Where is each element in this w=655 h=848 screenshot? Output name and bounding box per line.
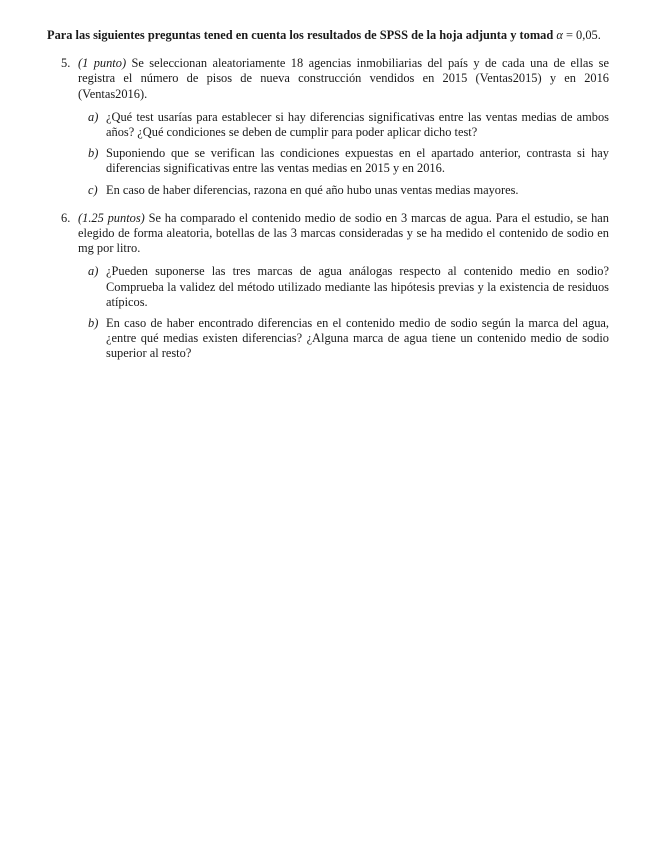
part-text: ¿Pueden suponerse las tres marcas de agua análogas respecto al contenido medio en sodio? Comprueba la validez del método utilizado mediante las hipótesis previas y la existencia de residuos atípicos. — [106, 264, 609, 309]
question-text: Se ha comparado el contenido medio de sodio en 3 marcas de agua. Para el estudio, se han elegido de forma aleatoria, botellas de las 3 marcas consideradas y se ha medido el contenido de sodio en mg por litro. — [78, 210, 609, 256]
part-text: En caso de haber diferencias, razona en qué año hubo unas ventas medias mayores. — [106, 182, 519, 197]
instructions-text: Para las siguientes preguntas tened en cuenta los resultados de SPSS de la hoja adjunta y tomad — [47, 28, 554, 42]
question-5-part-b — [78, 146, 609, 176]
alpha-value: = 0,05. — [565, 28, 601, 42]
question-number: 5. — [61, 56, 71, 71]
question-statement — [78, 211, 609, 257]
question-5-part-a — [78, 110, 609, 140]
part-label: a) — [88, 264, 99, 279]
instructions-paragraph — [47, 28, 609, 43]
question-text: Se seleccionan aleatoriamente 18 agencias inmobiliarias del país y de cada una de ellas se registra el número de pisos de nueva construcción vendidos en 2015 (Ventas2015) y en 2016 (Ventas2016). — [78, 56, 609, 101]
question-5 — [47, 56, 609, 198]
part-label: b) — [88, 146, 99, 161]
alpha-symbol: α — [556, 28, 563, 42]
question-6 — [47, 211, 609, 362]
question-5-part-c — [78, 183, 609, 198]
question-number: 6. — [61, 210, 71, 225]
part-label: b) — [88, 316, 99, 331]
part-text: En caso de haber encontrado diferencias en el contenido medio de sodio según la marca del agua, ¿entre qué medias existen diferencias? ¿Alguna marca de agua tiene un contenido medio de sodio superior al resto? — [106, 316, 609, 361]
part-label: c) — [88, 182, 98, 197]
question-statement — [78, 56, 609, 102]
document-page — [47, 28, 609, 362]
question-points: (1 punto) — [78, 56, 127, 71]
question-6-part-a — [78, 264, 609, 310]
part-label: a) — [88, 109, 99, 124]
part-text: Suponiendo que se verifican las condiciones expuestas en el apartado anterior, contrasta si hay diferencias significativas entre las ventas medias en 2015 y en 2016. — [106, 146, 609, 176]
question-6-part-b — [78, 316, 609, 362]
part-text: ¿Qué test usarías para establecer si hay diferencias significativas entre las ventas medias de ambos años? ¿Qué condiciones se deben de cumplir para poder aplicar dicho test? — [106, 109, 609, 140]
question-points: (1.25 puntos) — [78, 210, 145, 225]
